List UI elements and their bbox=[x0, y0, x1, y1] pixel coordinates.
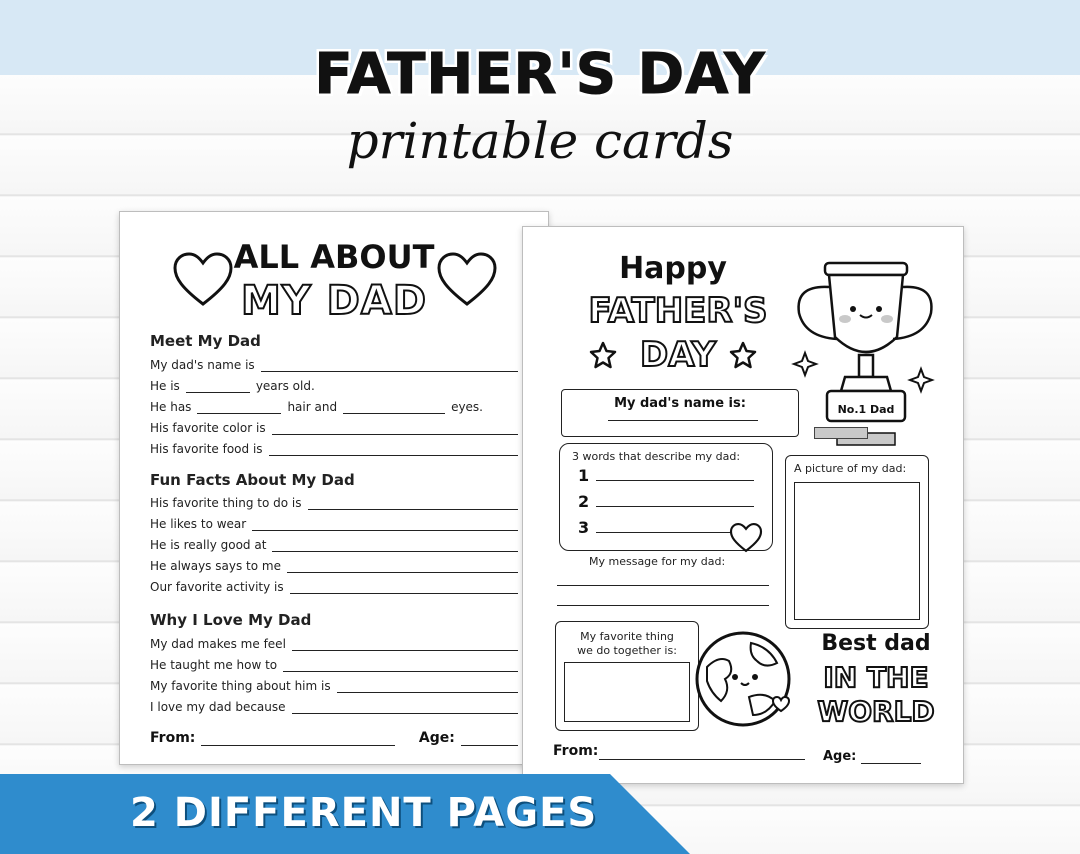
from-label: From: bbox=[553, 743, 599, 759]
page1-title-line1: ALL ABOUT bbox=[233, 238, 435, 276]
tape-strip bbox=[814, 427, 868, 439]
best-dad-line1: Best dad bbox=[821, 631, 931, 656]
earth-icon bbox=[691, 627, 801, 731]
page1-title-line2: MY DAD bbox=[240, 278, 428, 324]
main-title: FATHER'S DAY bbox=[314, 42, 766, 107]
message-line[interactable] bbox=[557, 585, 769, 586]
three-words-box[interactable]: 3 words that describe my dad: 1 2 3 bbox=[559, 443, 773, 551]
picture-frame[interactable]: A picture of my dad: bbox=[785, 455, 929, 629]
prompt-row[interactable]: I love my dad because bbox=[150, 696, 518, 714]
age-label: Age: bbox=[823, 749, 857, 764]
trophy-icon bbox=[785, 257, 939, 447]
prompt-row[interactable]: He has hair and eyes. bbox=[150, 400, 483, 414]
message-label: My message for my dad: bbox=[589, 555, 726, 568]
star-icon bbox=[589, 341, 617, 369]
prompt-row[interactable]: He likes to wear bbox=[150, 513, 518, 531]
page2-happy: Happy bbox=[619, 251, 727, 286]
card-page-all-about-my-dad bbox=[119, 211, 549, 765]
section-title: Meet My Dad bbox=[150, 332, 261, 350]
dad-name-banner[interactable]: My dad's name is: bbox=[561, 389, 799, 437]
from-line[interactable] bbox=[201, 733, 395, 746]
prompt-row[interactable]: My dad makes me feel bbox=[150, 633, 518, 651]
from-line[interactable] bbox=[599, 759, 805, 760]
page2-day: DAY bbox=[640, 335, 716, 375]
prompt-row[interactable]: His favorite thing to do is bbox=[150, 492, 518, 510]
page2-fathers: FATHER'S bbox=[588, 291, 768, 331]
card-page-happy-fathers-day bbox=[522, 226, 964, 784]
ribbon-text: 2 DIFFERENT PAGES bbox=[130, 790, 598, 836]
prompt-row[interactable]: My dad's name is bbox=[150, 354, 518, 372]
best-dad-line2: IN THE bbox=[823, 661, 929, 694]
prompt-row[interactable]: His favorite color is bbox=[150, 417, 518, 435]
prompt-row[interactable]: Our favorite activity is bbox=[150, 576, 518, 594]
main-subtitle: printable cards bbox=[346, 112, 734, 170]
star-icon bbox=[729, 341, 757, 369]
message-line[interactable] bbox=[557, 605, 769, 606]
from-age-row[interactable] bbox=[150, 730, 518, 746]
from-label: From: bbox=[150, 730, 196, 746]
section-title: Fun Facts About My Dad bbox=[150, 471, 355, 489]
prompt-row[interactable]: He always says to me bbox=[150, 555, 518, 573]
age-label: Age: bbox=[418, 730, 455, 746]
prompt-row[interactable]: His favorite food is bbox=[150, 438, 518, 456]
prompt-row[interactable]: He is years old. bbox=[150, 379, 315, 393]
age-line[interactable] bbox=[861, 763, 921, 764]
section-title: Why I Love My Dad bbox=[150, 611, 312, 629]
age-line[interactable] bbox=[461, 733, 518, 746]
prompt-row[interactable]: My favorite thing about him is bbox=[150, 675, 518, 693]
favorite-thing-area[interactable] bbox=[564, 662, 690, 722]
favorite-thing-box[interactable]: My favorite thing we do together is: bbox=[555, 621, 699, 731]
picture-area[interactable] bbox=[794, 482, 920, 620]
prompt-row[interactable]: He taught me how to bbox=[150, 654, 518, 672]
trophy-label: No.1 Dad bbox=[837, 403, 895, 416]
best-dad-line3: WORLD bbox=[817, 695, 935, 728]
prompt-row[interactable]: He is really good at bbox=[150, 534, 518, 552]
heart-icon bbox=[729, 523, 763, 553]
